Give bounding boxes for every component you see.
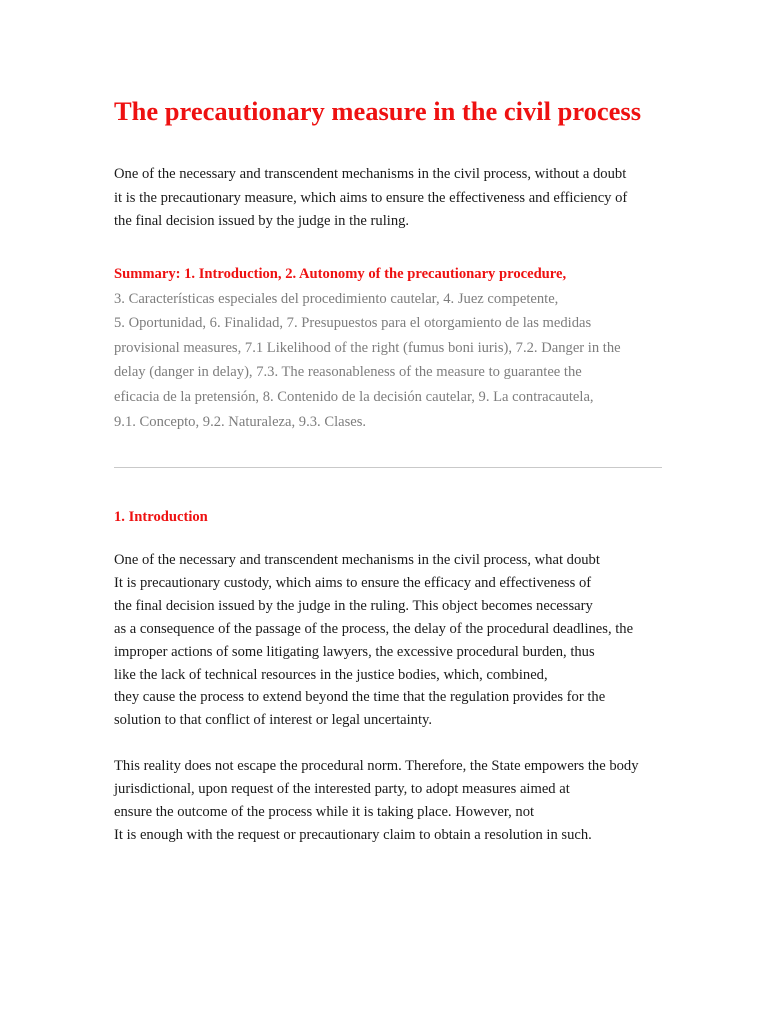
- intro-paragraph: [114, 163, 627, 234]
- paragraph-line: It is precautionary custody, which aims to ensure the efficacy and effectiveness of: [114, 574, 592, 591]
- intro-line: the final decision issued by the judge in the ruling.: [114, 213, 410, 229]
- paragraph-line: like the lack of technical resources in the justice bodies, which, combined,: [114, 666, 548, 683]
- summary-heading: Summary: 1. Introduction, 2. Autonomy of the precautionary procedure,: [114, 266, 567, 282]
- paragraph-line: One of the necessary and transcendent mechanisms in the civil process, what doubt: [114, 552, 600, 568]
- summary-line: delay (danger in delay), 7.3. The reasonableness of the measure to guarantee the: [114, 364, 582, 381]
- paragraph-line: It is enough with the request or precautionary claim to obtain a resolution in such.: [114, 827, 592, 843]
- paragraph-line: the final decision issued by the judge in the ruling. This object becomes necessary: [114, 597, 593, 614]
- document-title: The precautionary measure in the civil process: [114, 96, 642, 126]
- summary-line: 9.1. Concepto, 9.2. Naturaleza, 9.3. Clases.: [114, 413, 367, 430]
- paragraph-line: as a consequence of the passage of the process, the delay of the procedural deadlines, the: [114, 620, 634, 637]
- summary-line: provisional measures, 7.1 Likelihood of the right (fumus boni iuris), 7.2. Danger in the: [114, 339, 621, 356]
- paragraph-line: jurisdictional, upon request of the interested party, to adopt measures aimed at: [114, 781, 570, 797]
- summary-line: 5. Oportunidad, 6. Finalidad, 7. Presupuestos para el otorgamiento de las medidas: [114, 315, 592, 332]
- paragraph-line: they cause the process to extend beyond the time that the regulation provides for the: [114, 689, 606, 706]
- paragraph-line: ensure the outcome of the process while it is taking place. However, not: [114, 804, 535, 820]
- intro-line: it is the precautionary measure, which aims to ensure the effectiveness and efficiency of: [114, 189, 628, 206]
- summary-block: [114, 262, 621, 434]
- section-heading-introduction: 1. Introduction: [114, 509, 208, 525]
- paragraph-line: solution to that conflict of interest or legal uncertainty.: [114, 712, 432, 729]
- introduction-paragraph-2: [114, 755, 639, 847]
- summary-line: eficacia de la pretensión, 8. Contenido de la decisión cautelar, 9. La contracautela,: [114, 388, 594, 405]
- intro-line: One of the necessary and transcendent mechanisms in the civil process, without a doubt: [114, 166, 627, 182]
- summary-line: 3. Características especiales del procedimiento cautelar, 4. Juez competente,: [114, 290, 559, 307]
- section-divider: [114, 467, 662, 468]
- introduction-paragraph-1: [114, 549, 633, 732]
- paragraph-line: This reality does not escape the procedural norm. Therefore, the State empowers the body: [114, 758, 639, 774]
- paragraph-line: improper actions of some litigating lawyers, the excessive procedural burden, thus: [114, 643, 595, 660]
